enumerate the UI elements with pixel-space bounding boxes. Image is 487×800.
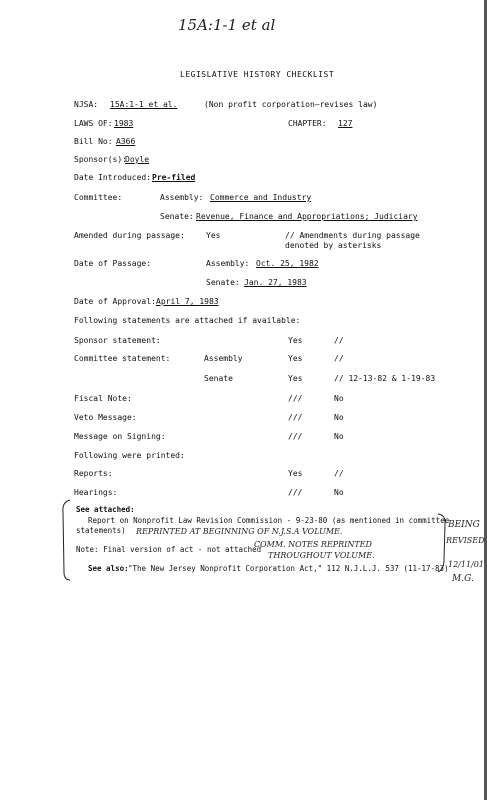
njsa-label: NJSA:: [74, 100, 99, 109]
passage-senate-label: Senate:: [206, 278, 240, 287]
date-introduced-label: Date Introduced:: [74, 173, 152, 182]
handwritten-initials: M.G.: [452, 574, 474, 584]
njsa-value: 15A:1-1 et al.: [110, 100, 178, 109]
see-attached-label: See attached:: [76, 505, 135, 514]
handwritten-citation: 15A:1-1 et al: [178, 16, 276, 34]
committee-statement-assembly-label: Assembly: [204, 354, 243, 363]
committee-senate-label: Senate:: [160, 212, 194, 221]
passage-assembly-label: Assembly:: [206, 259, 250, 268]
veto-message-col1: ///: [288, 413, 303, 422]
fiscal-note-label: Fiscal Note:: [74, 394, 132, 403]
printed-heading: Following were printed:: [74, 451, 185, 460]
veto-message-col2: No: [334, 413, 344, 422]
message-signing-label: Message on Signing:: [74, 432, 166, 441]
statements-heading: Following statements are attached if available:: [74, 316, 301, 325]
amended-value: Yes: [206, 231, 221, 240]
laws-of-label: LAWS OF:: [74, 119, 113, 128]
bill-no-label: Bill No:: [74, 137, 113, 146]
amended-note-line1: // Amendments during passage: [285, 231, 420, 240]
reports-col1: Yes: [288, 469, 303, 478]
committee-assembly-label: Assembly:: [160, 193, 204, 202]
committee-statement-senate-col2: // 12-13-82 & 1-19-83: [334, 374, 436, 383]
chapter-value: 127: [338, 119, 353, 128]
sponsor-label: Sponsor(s):: [74, 155, 127, 164]
sponsor-statement-label: Sponsor statement:: [74, 336, 161, 345]
fiscal-note-col1: ///: [288, 394, 303, 403]
sponsor-statement-col2: //: [334, 336, 344, 345]
veto-message-label: Veto Message:: [74, 413, 137, 422]
hearings-label: Hearings:: [74, 488, 118, 497]
committee-statement-assembly-col2: //: [334, 354, 344, 363]
message-signing-col1: ///: [288, 432, 303, 441]
report-line-2: statements): [76, 526, 126, 535]
sponsor-value: Doyle: [125, 155, 150, 164]
fiscal-note-col2: No: [334, 394, 344, 403]
handwritten-comm-note-2: THROUGHOUT VOLUME.: [268, 551, 375, 560]
see-also-value: "The New Jersey Nonprofit Corporation Act," 112 N.J.L.J. 537 (11-17-83): [128, 564, 449, 573]
handwritten-date: 12/11/01: [448, 560, 484, 569]
committee-statement-label: Committee statement:: [74, 354, 171, 363]
approval-label: Date of Approval:: [74, 297, 156, 306]
njsa-description: (Non profit corporation—revises law): [204, 100, 378, 109]
committee-statement-assembly-col1: Yes: [288, 354, 303, 363]
message-signing-col2: No: [334, 432, 344, 441]
amended-label: Amended during passage:: [74, 231, 185, 240]
committee-label: Committee:: [74, 193, 123, 202]
committee-assembly-value: Commerce and Industry: [210, 193, 312, 202]
page-title: LEGISLATIVE HISTORY CHECKLIST: [180, 70, 335, 79]
chapter-label: CHAPTER:: [288, 119, 327, 128]
committee-statement-senate-col1: Yes: [288, 374, 303, 383]
handwritten-revised: REVISED: [446, 536, 485, 545]
sponsor-statement-col1: Yes: [288, 336, 303, 345]
passage-senate-value: Jan. 27, 1983: [244, 278, 307, 287]
handwritten-comm-note: COMM. NOTES REPRINTED: [254, 540, 372, 549]
final-version-note: Note: Final version of act - not attached: [76, 545, 262, 554]
see-also-label: See also:: [88, 564, 129, 573]
amended-note-line2: denoted by asterisks: [285, 241, 382, 250]
date-introduced-value: Pre-filed: [152, 173, 196, 182]
laws-of-value: 1983: [114, 119, 134, 128]
committee-statement-senate-label: Senate: [204, 374, 233, 383]
passage-label: Date of Passage:: [74, 259, 152, 268]
bill-no-value: A366: [116, 137, 136, 146]
reports-col2: //: [334, 469, 344, 478]
hearings-col2: No: [334, 488, 344, 497]
report-line-1: Report on Nonprofit Law Revision Commission - 9-23-80 (as mentioned in committee: [88, 516, 450, 525]
committee-senate-value: Revenue, Finance and Appropriations; Judiciary: [196, 212, 418, 221]
handwritten-being: BEING: [448, 520, 480, 530]
reports-label: Reports:: [74, 469, 113, 478]
approval-value: April 7, 1983: [156, 297, 219, 306]
hearings-col1: ///: [288, 488, 303, 497]
passage-assembly-value: Oct. 25, 1982: [256, 259, 319, 268]
handwritten-reprinted-note: REPRINTED AT BEGINNING OF N.J.S.A VOLUME.: [136, 527, 343, 536]
